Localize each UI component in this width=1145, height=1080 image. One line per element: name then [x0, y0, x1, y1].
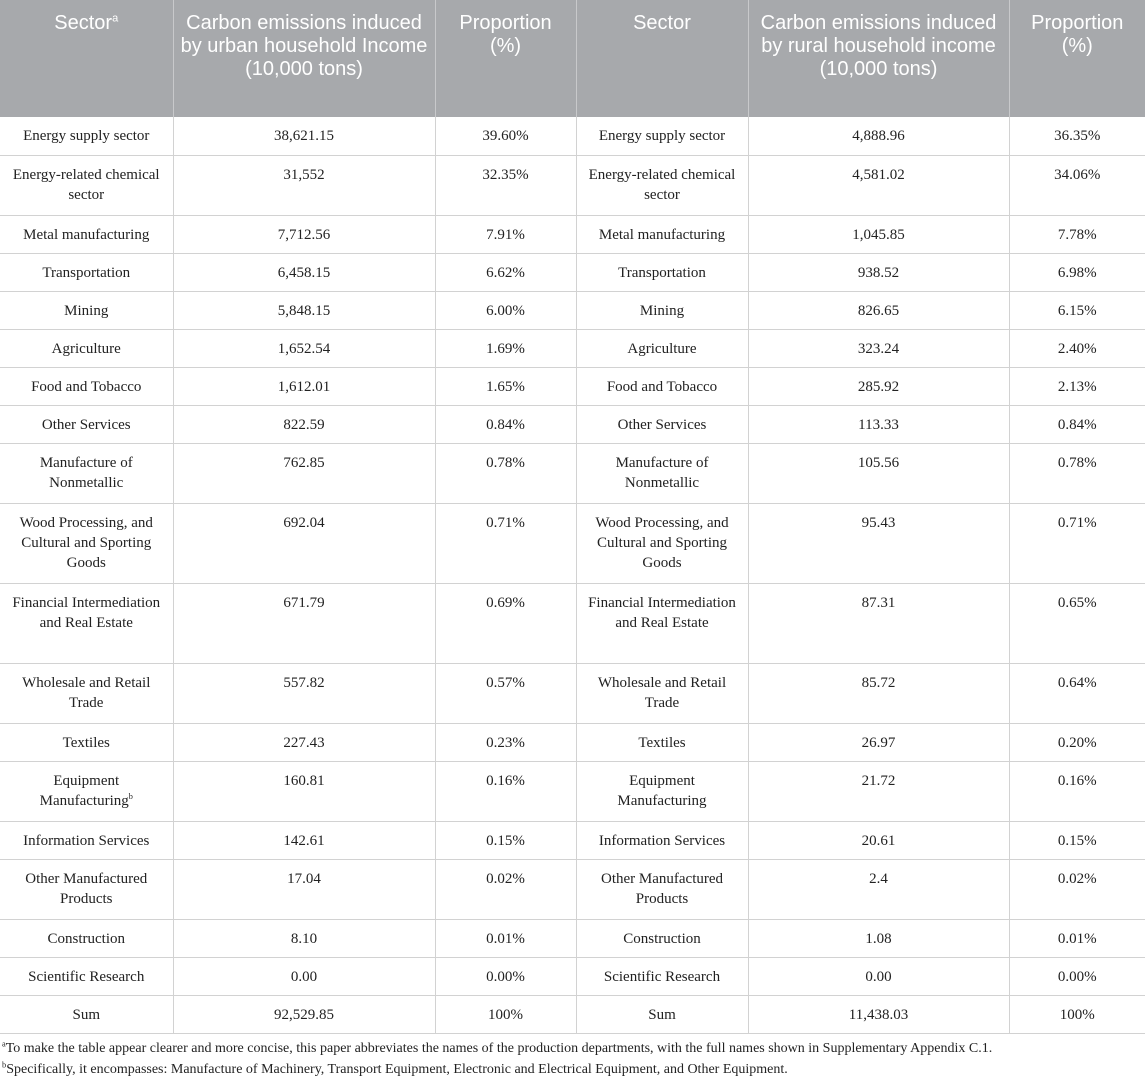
cell-text: 0.78%	[486, 454, 525, 471]
cell-text: 0.65%	[1057, 594, 1097, 611]
cell-text: Agriculture	[627, 340, 697, 357]
rural-emissions-cell	[748, 957, 1009, 995]
urban-emissions-cell	[173, 859, 435, 919]
cell-text: 6.62%	[486, 264, 525, 281]
cell-text: 0.15%	[1057, 832, 1097, 849]
header-label: Sector	[54, 12, 113, 34]
urban-proportion-header	[435, 0, 576, 117]
cell-text: 0.84%	[486, 416, 525, 433]
urban-emissions-cell	[173, 663, 435, 723]
rural-proportion-cell	[1009, 821, 1145, 859]
cell-text: 32.35%	[482, 166, 529, 183]
cell-text: 20.61	[861, 832, 896, 849]
table-row-information-services	[0, 821, 1145, 859]
urban-emissions-cell	[173, 995, 435, 1033]
rural-emissions-cell	[748, 405, 1009, 443]
cell-text: Information Services	[598, 832, 726, 849]
rural-proportion-cell	[1009, 253, 1145, 291]
cell-text: 692.04	[283, 514, 325, 531]
table-row-other-services	[0, 405, 1145, 443]
rural-proportion-cell	[1009, 957, 1145, 995]
rural-proportion-cell	[1009, 503, 1145, 583]
cell-text: 105.56	[857, 454, 900, 471]
cell-text: 826.65	[857, 302, 900, 319]
cell-text: 938.52	[857, 264, 900, 281]
rural-proportion-cell	[1009, 761, 1145, 821]
cell-text: Transportation	[618, 264, 706, 281]
cell-text: Wood Processing, and Cultural and Sporting Goods	[595, 514, 729, 571]
rural-sector-cell	[576, 443, 748, 503]
rural-emissions-cell	[748, 291, 1009, 329]
urban-emissions-cell	[173, 405, 435, 443]
cell-text: 0.71%	[486, 514, 525, 531]
urban-sector-cell	[0, 329, 173, 367]
rural-sector-cell	[576, 291, 748, 329]
cell-text: 95.43	[861, 514, 896, 531]
cell-text: 2.13%	[1057, 378, 1097, 395]
cell-text: 92,529.85	[274, 1006, 334, 1023]
header-row	[0, 0, 1145, 117]
cell-text: 6,458.15	[277, 264, 331, 281]
cell-text: Other Manufactured Products	[25, 870, 148, 907]
urban-emissions-cell	[173, 329, 435, 367]
cell-text: 87.31	[861, 594, 896, 611]
rural-sector-cell	[576, 503, 748, 583]
table-body	[0, 117, 1145, 1033]
cell-text: 100%	[1059, 1006, 1095, 1023]
table-row-energy-related-chemical-sector	[0, 155, 1145, 215]
cell-text: 0.16%	[486, 772, 525, 789]
table-row-transportation	[0, 253, 1145, 291]
urban-sector-cell	[0, 405, 173, 443]
cell-text: 0.16%	[1057, 772, 1097, 789]
header-label: Carbon emissions induced by rural household income (10,000 tons)	[760, 12, 997, 80]
cell-text: Other Services	[617, 416, 707, 433]
rural-emissions-header	[748, 0, 1009, 117]
table-header	[0, 0, 1145, 117]
cell-text: Equipment Manufacturing	[617, 772, 707, 809]
cell-text: 4,888.96	[852, 128, 905, 144]
cell-text: 7,712.56	[277, 226, 331, 243]
urban-proportion-cell	[435, 761, 576, 821]
urban-emissions-cell	[173, 367, 435, 405]
rural-sector-cell	[576, 405, 748, 443]
footnote-marker: b	[128, 791, 133, 801]
rural-proportion-cell	[1009, 859, 1145, 919]
cell-text: 0.02%	[486, 870, 525, 887]
footnote-text: To make the table appear clearer and more concise, this paper abbreviates the names of the production departments, with the full names shown in Supplementary Appendix C.1.	[5, 1040, 993, 1056]
cell-text: 5,848.15	[277, 302, 331, 319]
cell-text: 34.06%	[1054, 166, 1101, 183]
urban-sector-cell	[0, 367, 173, 405]
cell-text: 17.04	[287, 870, 321, 887]
urban-proportion-cell	[435, 291, 576, 329]
rural-sector-cell	[576, 367, 748, 405]
rural-emissions-cell	[748, 117, 1009, 155]
rural-emissions-cell	[748, 443, 1009, 503]
rural-sector-cell	[576, 117, 748, 155]
cell-text: 36.35%	[1054, 128, 1101, 144]
urban-proportion-cell	[435, 405, 576, 443]
rural-sector-cell	[576, 329, 748, 367]
cell-text: Mining	[639, 302, 685, 319]
cell-text: Energy supply sector	[23, 128, 150, 144]
rural-sector-cell	[576, 821, 748, 859]
rural-proportion-cell	[1009, 919, 1145, 957]
rural-emissions-cell	[748, 995, 1009, 1033]
urban-sector-cell	[0, 583, 173, 663]
cell-text: 0.15%	[486, 832, 525, 849]
cell-text: Food and Tobacco	[606, 378, 718, 395]
table-row-wholesale-and-retail-trade	[0, 663, 1145, 723]
urban-emissions-cell	[173, 957, 435, 995]
footnotes	[0, 1034, 1145, 1080]
cell-text: 113.33	[858, 416, 899, 433]
cell-text: Wood Processing, and Cultural and Sporting Goods	[19, 514, 153, 571]
urban-proportion-cell	[435, 583, 576, 663]
cell-text: 31,552	[283, 166, 325, 183]
urban-proportion-cell	[435, 919, 576, 957]
urban-emissions-cell	[173, 761, 435, 821]
rural-sector-cell	[576, 723, 748, 761]
cell-text: 0.01%	[486, 930, 525, 947]
rural-emissions-cell	[748, 253, 1009, 291]
cell-text: Food and Tobacco	[31, 378, 142, 395]
header-label: Proportion (%)	[1031, 12, 1124, 57]
cell-text: Manufacture of Nonmetallic	[39, 454, 133, 491]
cell-text: 0.02%	[1057, 870, 1097, 887]
urban-sector-cell	[0, 761, 173, 821]
cell-text: 1.08	[865, 930, 892, 947]
rural-emissions-cell	[748, 919, 1009, 957]
urban-emissions-cell	[173, 583, 435, 663]
cell-text: Textiles	[638, 734, 686, 751]
cell-text: Textiles	[62, 734, 110, 751]
cell-text: Energy-related chemical sector	[12, 166, 160, 203]
rural-emissions-cell	[748, 503, 1009, 583]
sector-header-urban	[0, 0, 173, 117]
urban-sector-cell	[0, 215, 173, 253]
cell-text: 39.60%	[482, 128, 529, 144]
rural-emissions-cell	[748, 329, 1009, 367]
urban-proportion-cell	[435, 821, 576, 859]
cell-text: 1,652.54	[277, 340, 331, 357]
rural-proportion-cell	[1009, 723, 1145, 761]
cell-text: Wholesale and Retail Trade	[597, 674, 727, 711]
rural-proportion-cell	[1009, 405, 1145, 443]
urban-sector-cell	[0, 253, 173, 291]
rural-sector-cell	[576, 995, 748, 1033]
rural-proportion-header	[1009, 0, 1145, 117]
cell-text: 1,045.85	[852, 226, 905, 243]
footnote-mark: a	[2, 1038, 6, 1048]
footnote-b	[2, 1059, 1143, 1080]
urban-sector-cell	[0, 821, 173, 859]
table-row-wood-processing-and-cultural-and-sporting-goods	[0, 503, 1145, 583]
urban-proportion-cell	[435, 503, 576, 583]
urban-sector-cell	[0, 291, 173, 329]
rural-sector-cell	[576, 663, 748, 723]
urban-sector-cell	[0, 957, 173, 995]
cell-text: Information Services	[23, 832, 150, 849]
rural-emissions-cell	[748, 367, 1009, 405]
rural-proportion-cell	[1009, 443, 1145, 503]
table-row-financial-intermediation-and-real-estate	[0, 583, 1145, 663]
cell-text: Manufacture of Nonmetallic	[615, 454, 709, 491]
cell-text: 822.59	[283, 416, 325, 433]
header-label: Proportion (%)	[459, 12, 552, 57]
urban-emissions-cell	[173, 155, 435, 215]
cell-text: Scientific Research	[28, 968, 145, 985]
cell-text: 6.15%	[1057, 302, 1097, 319]
urban-proportion-cell	[435, 859, 576, 919]
cell-text: 100%	[488, 1006, 523, 1023]
cell-text: 0.00%	[486, 968, 525, 985]
cell-text: 6.98%	[1057, 264, 1097, 281]
cell-text: Metal manufacturing	[23, 226, 150, 243]
cell-text: Construction	[47, 930, 125, 947]
urban-emissions-cell	[173, 215, 435, 253]
urban-sector-cell	[0, 663, 173, 723]
urban-proportion-cell	[435, 723, 576, 761]
header-label: Sector	[633, 12, 691, 34]
cell-text: 26.97	[861, 734, 896, 751]
cell-text: Other Manufactured Products	[600, 870, 724, 907]
cell-text: 0.78%	[1057, 454, 1097, 471]
rural-sector-cell	[576, 761, 748, 821]
footnote-a	[2, 1038, 1143, 1059]
cell-text: Equipment Manufacturing	[39, 772, 129, 809]
rural-emissions-cell	[748, 821, 1009, 859]
table-row-metal-manufacturing	[0, 215, 1145, 253]
rural-proportion-cell	[1009, 155, 1145, 215]
cell-text: Energy supply sector	[598, 128, 726, 144]
rural-emissions-cell	[748, 859, 1009, 919]
rural-proportion-cell	[1009, 117, 1145, 155]
rural-proportion-cell	[1009, 995, 1145, 1033]
cell-text: 323.24	[857, 340, 900, 357]
cell-text: Sum	[72, 1006, 100, 1023]
table-row-mining	[0, 291, 1145, 329]
urban-proportion-cell	[435, 329, 576, 367]
urban-emissions-cell	[173, 503, 435, 583]
rural-emissions-cell	[748, 155, 1009, 215]
urban-proportion-cell	[435, 443, 576, 503]
cell-text: 7.91%	[486, 226, 525, 243]
rural-emissions-cell	[748, 583, 1009, 663]
rural-proportion-cell	[1009, 329, 1145, 367]
table-row-scientific-research	[0, 957, 1145, 995]
cell-text: 1.69%	[486, 340, 525, 357]
cell-text: 0.64%	[1057, 674, 1097, 691]
urban-proportion-cell	[435, 117, 576, 155]
rural-proportion-cell	[1009, 367, 1145, 405]
cell-text: 21.72	[861, 772, 896, 789]
rural-proportion-cell	[1009, 583, 1145, 663]
rural-sector-cell	[576, 583, 748, 663]
cell-text: Agriculture	[51, 340, 121, 357]
urban-emissions-cell	[173, 253, 435, 291]
rural-sector-cell	[576, 919, 748, 957]
rural-emissions-cell	[748, 761, 1009, 821]
urban-sector-cell	[0, 919, 173, 957]
cell-text: Scientific Research	[603, 968, 721, 985]
cell-text: 1.65%	[486, 378, 525, 395]
rural-sector-cell	[576, 155, 748, 215]
urban-sector-cell	[0, 443, 173, 503]
urban-proportion-cell	[435, 155, 576, 215]
cell-text: 0.84%	[1057, 416, 1097, 433]
cell-text: 557.82	[283, 674, 325, 691]
table-row-equipment-manufacturing	[0, 761, 1145, 821]
urban-sector-cell	[0, 995, 173, 1033]
rural-emissions-cell	[748, 663, 1009, 723]
rural-sector-cell	[576, 215, 748, 253]
urban-proportion-cell	[435, 253, 576, 291]
cell-text: Financial Intermediation and Real Estate	[12, 594, 161, 631]
cell-text: 762.85	[283, 454, 325, 471]
rural-proportion-cell	[1009, 663, 1145, 723]
cell-text: 0.01%	[1057, 930, 1097, 947]
rural-emissions-cell	[748, 723, 1009, 761]
cell-text: Mining	[64, 302, 109, 319]
cell-text: Construction	[623, 930, 701, 947]
cell-text: 2.40%	[1057, 340, 1097, 357]
cell-text: Energy-related chemical sector	[588, 166, 736, 203]
cell-text: 142.61	[283, 832, 325, 849]
urban-emissions-cell	[173, 723, 435, 761]
cell-text: 2.4	[869, 870, 888, 887]
cell-text: 6.00%	[486, 302, 525, 319]
cell-text: 1,612.01	[277, 378, 331, 395]
cell-text: 7.78%	[1057, 226, 1097, 243]
footnote-text: Specifically, it encompasses: Manufacture of Machinery, Transport Equipment, Electronic and Electrical Equipment, and Other Equipment.	[6, 1061, 788, 1077]
urban-emissions-header	[173, 0, 435, 117]
urban-sector-cell	[0, 503, 173, 583]
footnote-mark: b	[2, 1059, 7, 1069]
urban-sector-cell	[0, 155, 173, 215]
cell-text: 0.00	[290, 968, 318, 985]
table-row-construction	[0, 919, 1145, 957]
cell-text: 0.23%	[486, 734, 525, 751]
rural-proportion-cell	[1009, 291, 1145, 329]
cell-text: 38,621.15	[274, 128, 334, 144]
urban-proportion-cell	[435, 367, 576, 405]
table-row-energy-supply-sector	[0, 117, 1145, 155]
cell-text: 285.92	[857, 378, 900, 395]
urban-proportion-cell	[435, 995, 576, 1033]
table-row-textiles	[0, 723, 1145, 761]
cell-text: 0.00%	[1057, 968, 1097, 985]
urban-emissions-cell	[173, 291, 435, 329]
cell-text: 11,438.03	[848, 1006, 909, 1023]
rural-proportion-cell	[1009, 215, 1145, 253]
urban-proportion-cell	[435, 663, 576, 723]
cell-text: 4,581.02	[852, 166, 905, 183]
cell-text: 0.57%	[486, 674, 525, 691]
cell-text: 0.69%	[486, 594, 525, 611]
table-row-agriculture	[0, 329, 1145, 367]
cell-text: 160.81	[283, 772, 325, 789]
rural-sector-cell	[576, 859, 748, 919]
cell-text: 0.20%	[1057, 734, 1097, 751]
header-label: Carbon emissions induced by urban household Income (10,000 tons)	[180, 12, 428, 80]
rural-sector-cell	[576, 957, 748, 995]
urban-emissions-cell	[173, 443, 435, 503]
cell-text: 0.00	[865, 968, 892, 985]
table-row-other-manufactured-products	[0, 859, 1145, 919]
cell-text: Transportation	[42, 264, 131, 281]
urban-sector-cell	[0, 723, 173, 761]
urban-emissions-cell	[173, 919, 435, 957]
urban-sector-cell	[0, 117, 173, 155]
urban-emissions-cell	[173, 117, 435, 155]
cell-text: 227.43	[283, 734, 325, 751]
cell-text: Other Services	[41, 416, 131, 433]
rural-emissions-cell	[748, 215, 1009, 253]
table-row-food-and-tobacco	[0, 367, 1145, 405]
cell-text: Sum	[648, 1006, 676, 1023]
rural-sector-cell	[576, 253, 748, 291]
cell-text: Wholesale and Retail Trade	[22, 674, 151, 711]
table-row-manufacture-of-nonmetallic	[0, 443, 1145, 503]
cell-text: 0.71%	[1057, 514, 1097, 531]
urban-proportion-cell	[435, 215, 576, 253]
urban-proportion-cell	[435, 957, 576, 995]
cell-text: Financial Intermediation and Real Estate	[588, 594, 736, 631]
cell-text: 671.79	[283, 594, 325, 611]
footnote-marker: a	[112, 12, 119, 25]
sector-header-rural	[576, 0, 748, 117]
urban-emissions-cell	[173, 821, 435, 859]
cell-text: 8.10	[290, 930, 318, 947]
urban-sector-cell	[0, 859, 173, 919]
cell-text: 85.72	[861, 674, 896, 691]
cell-text: Metal manufacturing	[598, 226, 726, 243]
table-row-sum	[0, 995, 1145, 1033]
